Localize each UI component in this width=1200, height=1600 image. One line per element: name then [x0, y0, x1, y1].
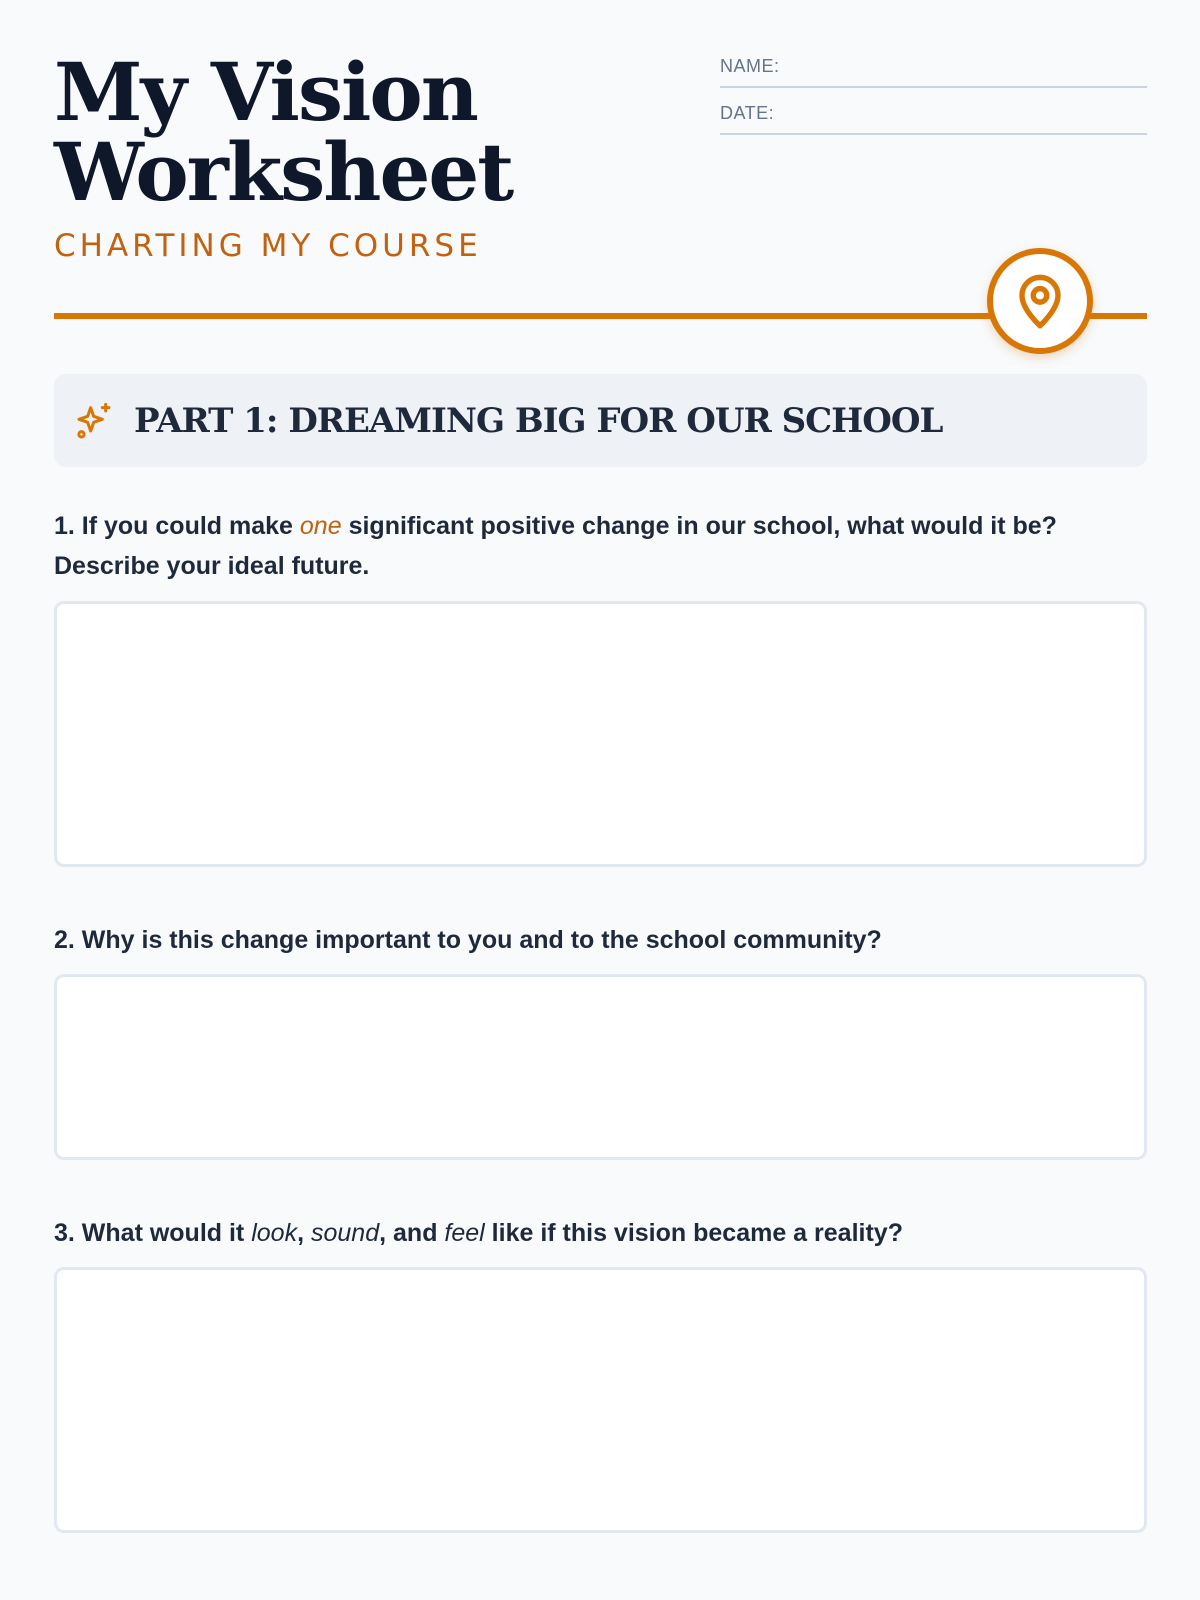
- question-1-text-a: 1. If you could make: [54, 512, 300, 540]
- question-2-text: 2. Why is this change important to you and to the school community?: [54, 926, 882, 954]
- question-1-emphasis: one: [299, 512, 342, 540]
- answer-box-2[interactable]: [54, 974, 1147, 1160]
- map-pin-badge: [987, 248, 1093, 354]
- date-field[interactable]: [720, 99, 1147, 135]
- page-subtitle: CHARTING MY COURSE: [54, 228, 482, 264]
- page-title: [54, 45, 513, 219]
- worksheet-page: [54, 0, 1147, 1600]
- question-2: [54, 920, 1147, 960]
- meta-fields: [720, 52, 1147, 146]
- title-line-2: Worksheet: [54, 125, 513, 219]
- map-pin-icon: [1013, 271, 1067, 331]
- name-field[interactable]: [720, 52, 1147, 88]
- section-banner: [54, 374, 1147, 467]
- question-1: [54, 506, 1147, 586]
- question-3-text-a: 3. What would it: [54, 1219, 252, 1247]
- answer-box-3[interactable]: [54, 1267, 1147, 1533]
- question-3-sep-1: ,: [297, 1219, 311, 1247]
- question-1-text-b: significant positive change in our school, what would it be? Describe your ideal future.: [54, 512, 1057, 580]
- header-divider: [54, 313, 1147, 319]
- section-title: PART 1: DREAMING BIG FOR OUR SCHOOL: [134, 400, 943, 441]
- question-3-text-b: like if this vision became a reality?: [484, 1219, 903, 1247]
- name-label: NAME:: [720, 56, 780, 76]
- sparkles-icon: [74, 401, 114, 441]
- question-3-emphasis-feel: feel: [444, 1219, 485, 1247]
- title-line-1: My Vision: [54, 45, 477, 139]
- question-3-sep-2: , and: [379, 1219, 445, 1247]
- question-3-emphasis-look: look: [251, 1219, 298, 1247]
- question-3-emphasis-sound: sound: [311, 1219, 380, 1247]
- answer-box-1[interactable]: [54, 601, 1147, 867]
- question-3: [54, 1213, 1147, 1253]
- date-label: DATE:: [720, 103, 775, 123]
- title-block: [54, 45, 513, 264]
